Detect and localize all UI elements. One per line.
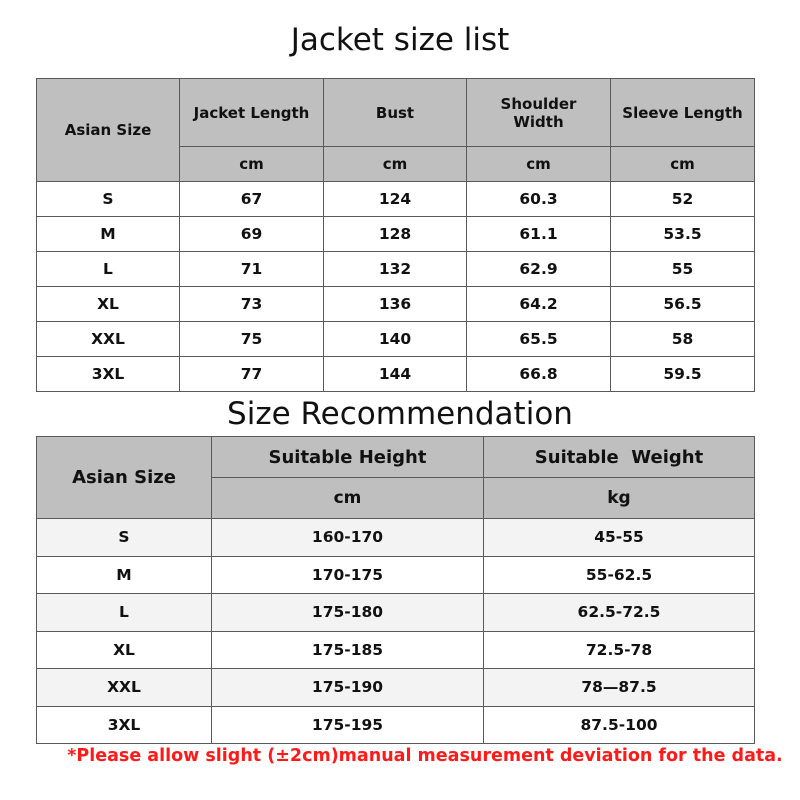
sleeve-length-cell: 58 <box>611 322 755 357</box>
table-row <box>37 217 755 252</box>
jacket-size-table <box>36 78 755 392</box>
unit-cell: cm <box>467 147 611 182</box>
size-recommendation-table <box>36 436 755 744</box>
height-cell: 160-170 <box>212 519 484 557</box>
size-cell: XXL <box>37 669 212 707</box>
header-sleeve-length: Sleeve Length <box>611 79 755 147</box>
jacket-length-cell: 69 <box>180 217 324 252</box>
measurement-deviation-note: *Please allow slight (±2cm)manual measurement deviation for the data. <box>67 746 783 766</box>
unit-cell: cm <box>611 147 755 182</box>
size-cell: S <box>37 519 212 557</box>
weight-cell: 45-55 <box>484 519 755 557</box>
unit-cell: cm <box>212 478 484 519</box>
size-cell: 3XL <box>37 706 212 744</box>
bust-cell: 140 <box>324 322 467 357</box>
jacket-length-cell: 71 <box>180 252 324 287</box>
header-asian-size: Asian Size <box>37 79 180 182</box>
table-row <box>37 556 755 594</box>
table-row <box>37 631 755 669</box>
sleeve-length-cell: 52 <box>611 182 755 217</box>
unit-cell: cm <box>324 147 467 182</box>
header-suitable-height: Suitable Height <box>212 437 484 478</box>
shoulder-width-cell: 61.1 <box>467 217 611 252</box>
header-asian-size: Asian Size <box>37 437 212 519</box>
table-row <box>37 322 755 357</box>
table-row <box>37 252 755 287</box>
table-row <box>37 357 755 392</box>
weight-cell: 62.5-72.5 <box>484 594 755 632</box>
shoulder-width-cell: 65.5 <box>467 322 611 357</box>
shoulder-width-cell: 66.8 <box>467 357 611 392</box>
bust-cell: 132 <box>324 252 467 287</box>
size-cell: XL <box>37 631 212 669</box>
size-cell: 3XL <box>37 357 180 392</box>
height-cell: 170-175 <box>212 556 484 594</box>
size-cell: S <box>37 182 180 217</box>
table-row <box>37 594 755 632</box>
size-cell: L <box>37 594 212 632</box>
size-cell: XL <box>37 287 180 322</box>
header-shoulder-width: Shoulder Width <box>467 79 611 147</box>
size-recommendation-title: Size Recommendation <box>227 396 573 432</box>
size-cell: L <box>37 252 180 287</box>
height-cell: 175-195 <box>212 706 484 744</box>
weight-cell: 87.5-100 <box>484 706 755 744</box>
jacket-length-cell: 75 <box>180 322 324 357</box>
weight-cell: 72.5-78 <box>484 631 755 669</box>
table-row <box>37 706 755 744</box>
shoulder-width-cell: 62.9 <box>467 252 611 287</box>
header-bust: Bust <box>324 79 467 147</box>
height-cell: 175-190 <box>212 669 484 707</box>
unit-cell: cm <box>180 147 324 182</box>
height-cell: 175-180 <box>212 594 484 632</box>
sleeve-length-cell: 55 <box>611 252 755 287</box>
weight-cell: 55-62.5 <box>484 556 755 594</box>
sleeve-length-cell: 56.5 <box>611 287 755 322</box>
bust-cell: 136 <box>324 287 467 322</box>
size-cell: M <box>37 217 180 252</box>
sleeve-length-cell: 59.5 <box>611 357 755 392</box>
table-row <box>37 519 755 557</box>
shoulder-width-cell: 60.3 <box>467 182 611 217</box>
jacket-length-cell: 73 <box>180 287 324 322</box>
bust-cell: 144 <box>324 357 467 392</box>
table-row <box>37 287 755 322</box>
height-cell: 175-185 <box>212 631 484 669</box>
table-row <box>37 669 755 707</box>
jacket-length-cell: 77 <box>180 357 324 392</box>
header-suitable-weight: Suitable Weight <box>484 437 755 478</box>
bust-cell: 128 <box>324 217 467 252</box>
shoulder-width-cell: 64.2 <box>467 287 611 322</box>
sleeve-length-cell: 53.5 <box>611 217 755 252</box>
weight-cell: 78—87.5 <box>484 669 755 707</box>
unit-cell: kg <box>484 478 755 519</box>
jacket-length-cell: 67 <box>180 182 324 217</box>
size-cell: M <box>37 556 212 594</box>
size-cell: XXL <box>37 322 180 357</box>
bust-cell: 124 <box>324 182 467 217</box>
header-jacket-length: Jacket Length <box>180 79 324 147</box>
jacket-size-title: Jacket size list <box>290 22 510 58</box>
table-row <box>37 182 755 217</box>
